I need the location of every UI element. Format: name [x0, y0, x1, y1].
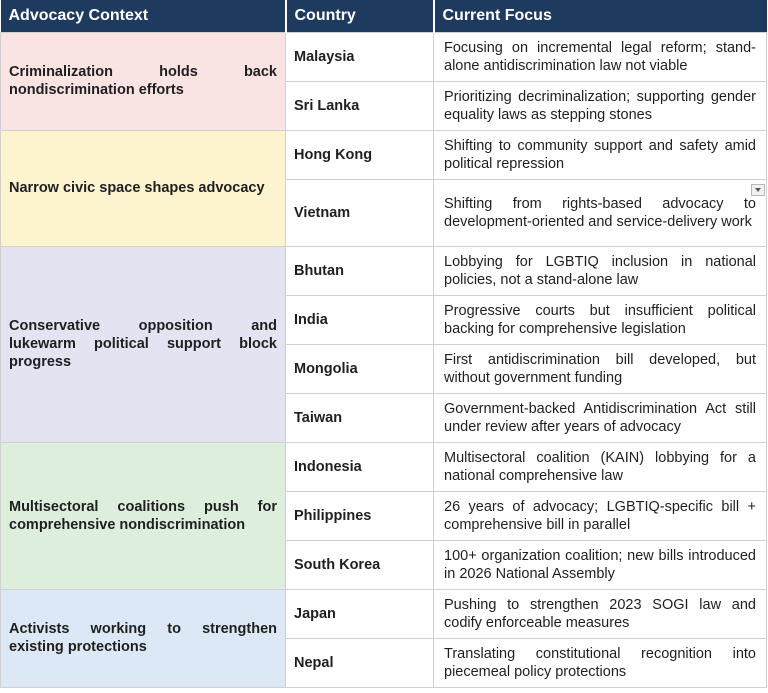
country-cell: Malaysia [286, 32, 434, 81]
focus-text: Shifting from rights-based advocacy to development-oriented and service-delivery work [444, 195, 756, 230]
table-row [1, 246, 767, 295]
focus-cell [434, 179, 767, 246]
country-cell: South Korea [286, 540, 434, 589]
country-cell: Philippines [286, 491, 434, 540]
country-cell: Indonesia [286, 442, 434, 491]
header-country: Country [286, 0, 434, 32]
header-current-focus: Current Focus [434, 0, 767, 32]
table-row [1, 130, 767, 179]
country-cell: Mongolia [286, 344, 434, 393]
country-cell: India [286, 295, 434, 344]
country-cell: Hong Kong [286, 130, 434, 179]
header-advocacy-context: Advocacy Context [1, 0, 286, 32]
chevron-down-icon[interactable] [751, 184, 765, 196]
table-row [1, 442, 767, 491]
focus-cell: Translating constitutional recognition into piecemeal policy protections [434, 638, 767, 687]
context-conservative-opposition: Conservative opposition and lukewarm political support block progress [1, 246, 286, 442]
focus-cell: Prioritizing decriminalization; supporting gender equality laws as stepping stones [434, 81, 767, 130]
country-cell: Taiwan [286, 393, 434, 442]
context-civic-space: Narrow civic space shapes advocacy [1, 130, 286, 246]
country-cell: Vietnam [286, 179, 434, 246]
context-multisectoral-coalitions: Multisectoral coalitions push for comprehensive nondiscrimination [1, 442, 286, 589]
country-cell: Japan [286, 589, 434, 638]
focus-cell: First antidiscrimination bill developed, but without government funding [434, 344, 767, 393]
table-row [1, 32, 767, 81]
focus-cell: Shifting to community support and safety amid political repression [434, 130, 767, 179]
table-row [1, 589, 767, 638]
focus-cell: 100+ organization coalition; new bills introduced in 2026 National Assembly [434, 540, 767, 589]
focus-cell: Focusing on incremental legal reform; stand-alone antidiscrimination law not viable [434, 32, 767, 81]
focus-cell: Multisectoral coalition (KAIN) lobbying for a national comprehensive law [434, 442, 767, 491]
focus-cell: Progressive courts but insufficient political backing for comprehensive legislation [434, 295, 767, 344]
context-activists-strengthen: Activists working to strengthen existing protections [1, 589, 286, 687]
context-criminalization: Criminalization holds back nondiscrimination efforts [1, 32, 286, 130]
focus-cell: Lobbying for LGBTIQ inclusion in national policies, not a stand-alone law [434, 246, 767, 295]
country-cell: Bhutan [286, 246, 434, 295]
focus-cell: 26 years of advocacy; LGBTIQ-specific bill + comprehensive bill in parallel [434, 491, 767, 540]
focus-cell: Government-backed Antidiscrimination Act still under review after years of advocacy [434, 393, 767, 442]
focus-cell: Pushing to strengthen 2023 SOGI law and codify enforceable measures [434, 589, 767, 638]
country-cell: Sri Lanka [286, 81, 434, 130]
header-row [1, 0, 767, 32]
country-cell: Nepal [286, 638, 434, 687]
